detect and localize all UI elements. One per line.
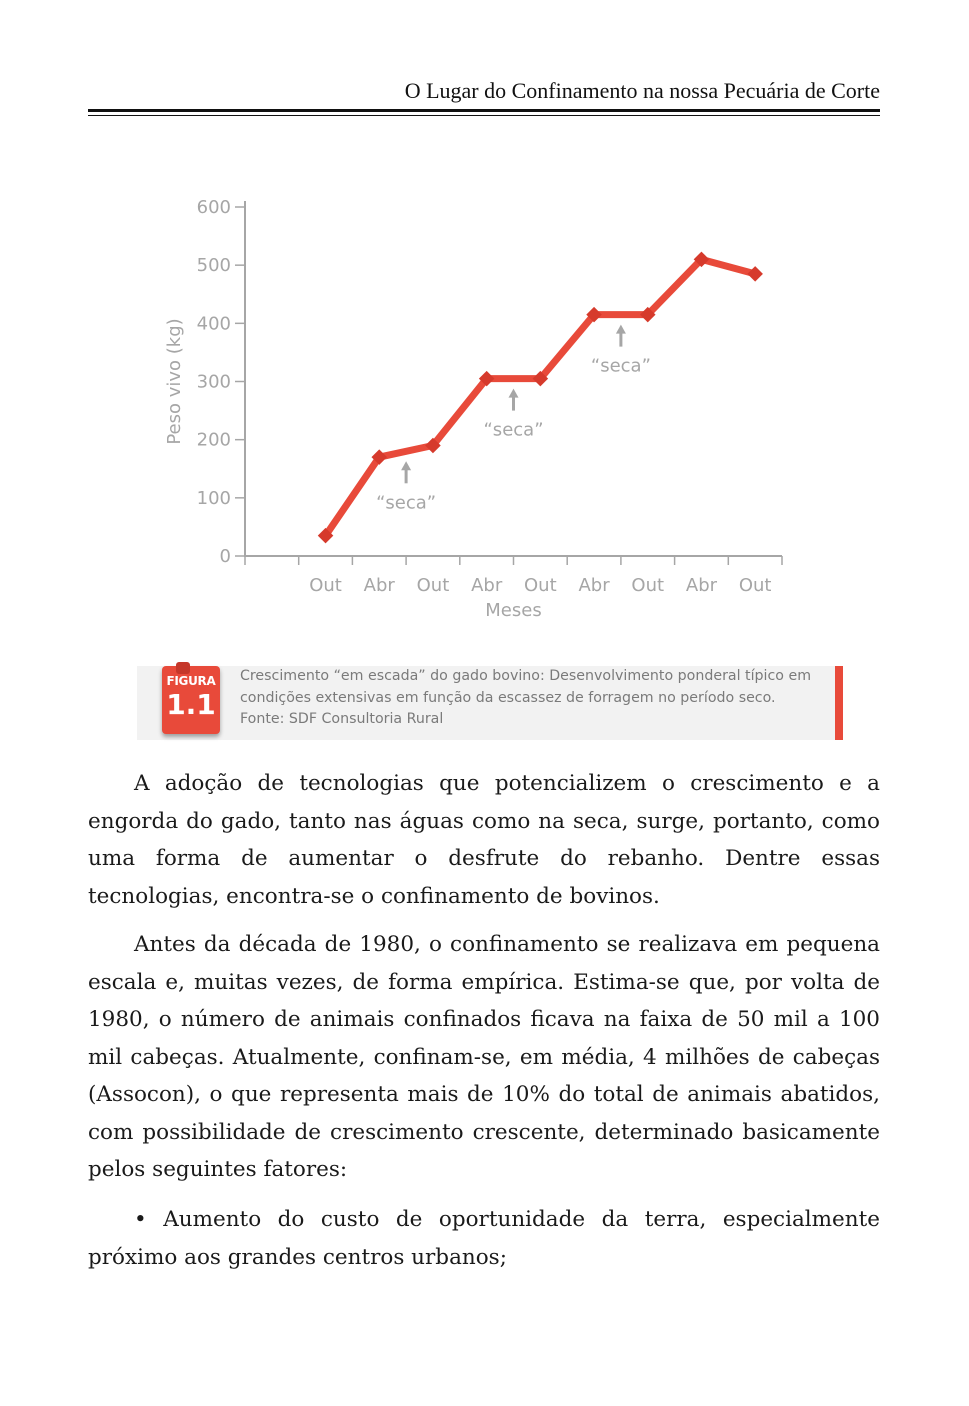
y-tick-label: 200 [196,429,231,451]
running-header: O Lugar do Confinamento na nossa Pecuária de Corte [404,78,880,103]
list-item [88,1201,880,1276]
y-tick-label: 100 [196,487,231,509]
x-tick-label: Out [524,575,557,596]
x-tick-label: Out [631,575,665,596]
badge-corner [176,662,190,674]
y-tick-label: 0 [219,546,231,567]
caption-line-1: Crescimento “em escada” do gado bovino: Desenvolvimento ponderal típico em [240,668,812,684]
bullet-list [88,1201,880,1276]
seca-annotation-label: “seca” [376,492,437,514]
x-tick-label: Out [309,575,342,596]
arrow-icon [401,461,411,470]
y-tick-label: 400 [196,313,231,335]
x-tick-label: Abr [578,575,610,596]
y-tick-label: 500 [196,255,231,277]
seca-annotation-label: “seca” [483,419,544,441]
x-tick-label: Abr [363,575,395,596]
x-tick-label: Abr [471,575,503,596]
x-tick-labels [245,556,782,596]
badge-number: 1.1 [166,688,216,721]
body-paragraph-2-block [88,926,880,1189]
x-tick-label: Out [416,575,450,596]
bullet-symbol: • [134,1207,147,1232]
y-axis-label: Peso vivo (kg) [164,318,185,445]
x-axis-label: Meses [485,600,542,621]
caption-accent-bar [835,666,843,740]
seca-annotation-label: “seca” [590,355,651,377]
x-tick-label: Out [738,575,772,596]
y-tick-label: 300 [196,371,231,393]
body-paragraph-2: Antes da década de 1980, o confinamento se realizava em pequena escala e, muitas vezes, de forma empírica. Estima-se que, por volta de 1980, o número de animais confinados ficava na faixa de 50 mil a 100 mil cabeças. Atualmente, confinam-se, em média, 4 milhões de cabeças (Assocon), o que representa mais de 10% do total de animais abatidos, com possibilidade de crescimento crescente, determinado basicamente pelos seguintes fatores: [88,932,880,1182]
header-rule-thick [88,109,880,112]
seca-annotations [376,325,651,514]
y-tick-labels [197,197,245,567]
caption-line-2: condições extensivas em função da escassez de forragem no período seco. [240,689,776,706]
arrow-icon [616,325,626,334]
body-paragraph-1: A adoção de tecnologias que potencializem o crescimento e a engorda do gado, tanto nas águas como na seca, surge, portanto, como uma forma de aumentar o desfrute do rebanho. Dentre essas tecnologias, encontra-se o confinamento de bovinos. [88,771,880,909]
header-rule-thin [88,115,880,116]
data-point [747,266,763,282]
y-tick-label: 600 [196,197,231,218]
caption-text [240,666,830,731]
badge-label: FIGURA [166,674,216,688]
caption-source: Fonte: SDF Consultoria Rural [240,711,444,727]
figure-badge [162,666,220,734]
arrow-icon [509,389,519,398]
x-tick-label: Abr [685,575,718,596]
body-paragraph-1-block [88,765,880,915]
figure-caption [137,666,843,740]
bullet-text: Aumento do custo de oportunidade da terra, especialmente próximo aos grandes centros urbanos; [88,1207,880,1270]
weight-growth-chart [150,185,810,630]
